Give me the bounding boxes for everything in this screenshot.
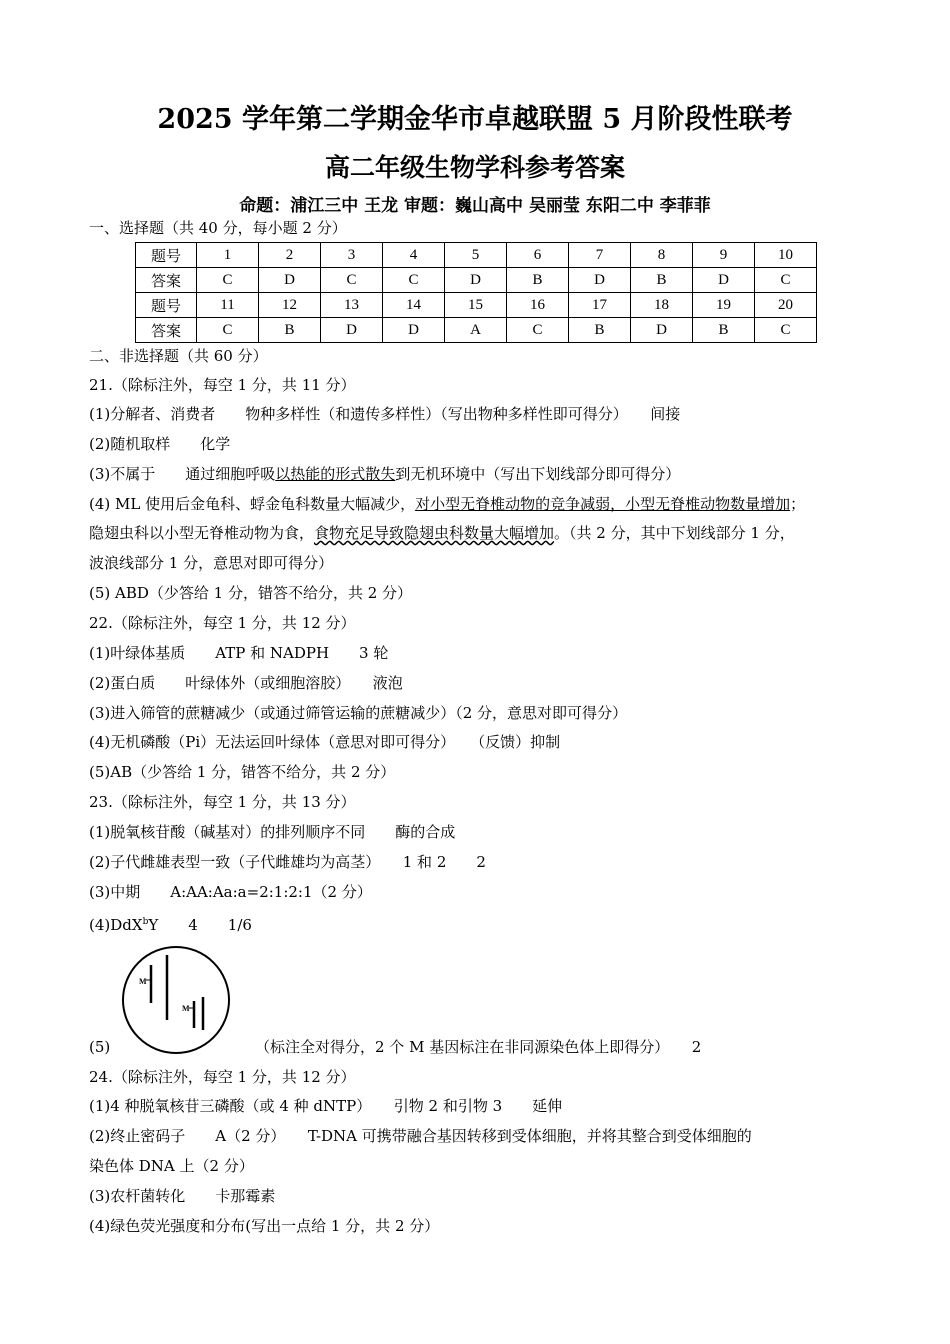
table-cell: 11 — [197, 293, 259, 318]
table-cell: 16 — [507, 293, 569, 318]
table-cell: D — [445, 268, 507, 293]
q21-answer-1: (1)分解者、消费者 物种多样性（和遗传多样性）（写出物种多样性即可得分） 间接 — [89, 405, 681, 423]
q24-answer-3: (3)农杆菌转化 卡那霉素 — [89, 1187, 276, 1205]
authors-line: 命题：浦江三中 王龙 审题：巍山高中 吴丽莹 东阳二中 李菲菲 — [239, 196, 711, 216]
q24-answer-2b: 染色体 DNA 上（2 分） — [89, 1157, 254, 1175]
q22-answer-3: (3)进入筛管的蔗糖减少（或通过筛管运输的蔗糖减少）（2 分，意思对即可得分） — [89, 704, 628, 722]
gene-label-m: M — [182, 1004, 190, 1013]
q23-answer-3: (3)中期 A:AA:Aa:a=2:1:2:1（2 分） — [89, 883, 372, 901]
table-cell: 3 — [321, 243, 383, 268]
table-row — [136, 243, 817, 268]
q21-answer-4b — [89, 523, 795, 543]
q23-answer-5-note: （标注全对得分，2 个 M 基因标注在非同源染色体上即得分） 2 — [255, 1038, 702, 1056]
q24-answer-2: (2)终止密码子 A（2 分） T-DNA 可携带融合基因转移到受体细胞，并将其整合到受体细胞的 — [89, 1127, 752, 1145]
page-title: 2025 学年第二学期金华市卓越联盟 5 月阶段性联考 — [157, 104, 793, 135]
q21-heading: 21.（除标注外，每空 1 分，共 11 分） — [89, 376, 356, 394]
q22-answer-4: (4)无机磷酸（Pi）无法运回叶绿体（意思对即可得分） （反馈）抑制 — [89, 733, 561, 751]
table-cell: 2 — [259, 243, 321, 268]
table-cell: C — [197, 318, 259, 343]
table-cell: C — [755, 268, 817, 293]
table-cell: C — [755, 318, 817, 343]
table-cell: C — [197, 268, 259, 293]
answer-table — [135, 242, 817, 343]
section1-heading: 一、选择题（共 40 分，每小题 2 分） — [89, 219, 347, 237]
text-segment: (4)DdX — [89, 916, 143, 934]
q21-answer-4c: 波浪线部分 1 分，意思对即可得分） — [89, 554, 334, 572]
q24-heading: 24.（除标注外，每空 1 分，共 12 分） — [89, 1068, 356, 1086]
table-cell: 5 — [445, 243, 507, 268]
table-cell: D — [693, 268, 755, 293]
table-cell: 6 — [507, 243, 569, 268]
q23-answer-5: (5) — [89, 1038, 111, 1056]
q24-answer-1: (1)4 种脱氧核苷三磷酸（或 4 种 dNTP） 引物 2 和引物 3 延伸 — [89, 1097, 563, 1115]
cell-membrane — [123, 947, 229, 1053]
text-segment: ； — [790, 495, 806, 513]
table-cell: 15 — [445, 293, 507, 318]
section2-heading: 二、非选择题（共 60 分） — [89, 347, 268, 365]
q21-answer-2: (2)随机取样 化学 — [89, 435, 231, 453]
row-label: 题号 — [136, 293, 197, 318]
table-cell: 14 — [383, 293, 445, 318]
gene-label-m: M — [139, 977, 147, 986]
q21-answer-4 — [89, 494, 805, 514]
q23-heading: 23.（除标注外，每空 1 分，共 13 分） — [89, 793, 356, 811]
table-cell: C — [383, 268, 445, 293]
page-subtitle: 高二年级生物学科参考答案 — [324, 153, 625, 182]
table-cell: 4 — [383, 243, 445, 268]
superscript: b — [142, 917, 149, 927]
table-cell: 8 — [631, 243, 693, 268]
table-cell: 10 — [755, 243, 817, 268]
table-cell: 1 — [197, 243, 259, 268]
table-row — [136, 293, 817, 318]
table-cell: B — [631, 268, 693, 293]
q23-answer-1: (1)脱氧核苷酸（碱基对）的排列顺序不同 酶的合成 — [89, 823, 456, 841]
text-segment: 到无机环境中（写出下划线部分即可得分） — [395, 465, 681, 483]
text-segment: 隐翅虫科以小型无脊椎动物为食， — [89, 524, 315, 542]
row-label: 答案 — [136, 318, 197, 343]
table-cell: 19 — [693, 293, 755, 318]
table-cell: B — [569, 318, 631, 343]
table-cell: B — [259, 318, 321, 343]
table-cell: 18 — [631, 293, 693, 318]
q22-answer-5: (5)AB（少答给 1 分，错答不给分，共 2 分） — [89, 763, 396, 781]
table-cell: 20 — [755, 293, 817, 318]
table-cell: D — [569, 268, 631, 293]
q22-answer-2: (2)蛋白质 叶绿体外（或细胞溶胶） 液泡 — [89, 674, 403, 692]
text-segment: (3)不属于 通过细胞呼吸 — [89, 465, 276, 483]
q24-answer-4: (4)绿色荧光强度和分布(写出一点给 1 分，共 2 分） — [89, 1217, 440, 1235]
wavy-underlined-text: 食物充足导致隐翅虫科数量大幅增加 — [314, 524, 555, 542]
row-label: 答案 — [136, 268, 197, 293]
q22-answer-1: (1)叶绿体基质 ATP 和 NADPH 3 轮 — [89, 644, 389, 662]
table-cell: D — [259, 268, 321, 293]
table-row — [136, 318, 817, 343]
table-cell: D — [383, 318, 445, 343]
row-label: 题号 — [136, 243, 197, 268]
table-cell: C — [507, 318, 569, 343]
text-segment: (4) ML 使用后金龟科、蜉金龟科数量大幅减少， — [89, 495, 416, 513]
table-cell: 13 — [321, 293, 383, 318]
table-row — [136, 268, 817, 293]
q23-answer-2: (2)子代雌雄表型一致（子代雌雄均为高茎） 1 和 2 2 — [89, 853, 486, 871]
table-cell: B — [507, 268, 569, 293]
table-cell: A — [445, 318, 507, 343]
cell-division-diagram — [120, 944, 232, 1056]
q21-answer-3 — [89, 464, 680, 484]
q23-answer-4 — [89, 912, 252, 935]
table-cell: C — [321, 268, 383, 293]
table-cell: D — [631, 318, 693, 343]
text-segment: 。（共 2 分，其中下划线部分 1 分， — [554, 524, 795, 542]
table-cell: 7 — [569, 243, 631, 268]
table-cell: 12 — [259, 293, 321, 318]
table-cell: D — [321, 318, 383, 343]
q21-answer-5: (5) ABD（少答给 1 分，错答不给分，共 2 分） — [89, 584, 413, 602]
table-cell: 9 — [693, 243, 755, 268]
underlined-text: 对小型无脊椎动物的竞争减弱，小型无脊椎动物数量增加 — [415, 495, 791, 513]
table-cell: B — [693, 318, 755, 343]
table-cell: 17 — [569, 293, 631, 318]
text-segment: Y 4 1/6 — [148, 916, 252, 934]
q22-heading: 22.（除标注外，每空 1 分，共 12 分） — [89, 614, 356, 632]
underlined-text: 以热能的形式散失 — [275, 465, 396, 483]
